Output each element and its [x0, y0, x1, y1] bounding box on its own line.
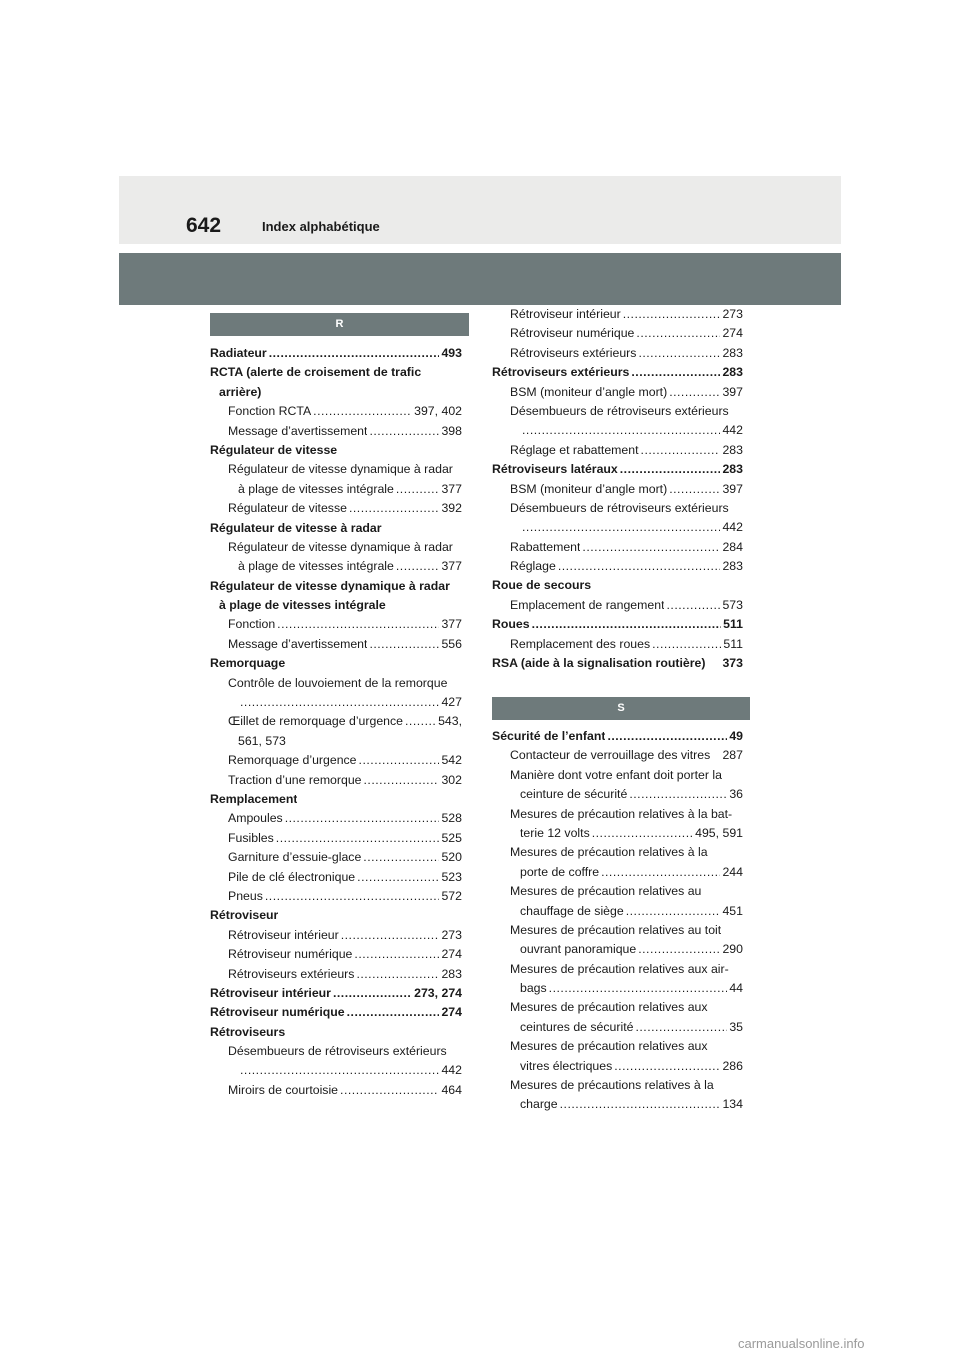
index-entry — [492, 383, 743, 402]
index-entry-text: Mesures de précaution relatives aux — [510, 1039, 708, 1054]
index-entry — [492, 324, 743, 343]
index-entry — [210, 868, 462, 887]
index-entry-text: à plage de vitesses intégrale — [238, 559, 394, 574]
page-reference: 44 — [729, 981, 743, 996]
index-entry-text: RCTA (alerte de croisement de trafic — [210, 365, 422, 380]
page-reference: 283 — [722, 442, 743, 457]
index-entry — [210, 1003, 462, 1022]
leader-dots — [629, 785, 727, 804]
page-reference: 377 — [441, 617, 462, 632]
index-entry — [492, 824, 743, 843]
leader-dots — [277, 615, 439, 634]
index-entry — [210, 402, 462, 421]
watermark: carmanualsonline.info — [738, 1336, 865, 1351]
index-entry-text: ceintures de sécurité — [520, 1019, 634, 1034]
page-reference: 284 — [722, 539, 743, 554]
page-reference: 273 — [441, 927, 462, 942]
index-entry — [210, 945, 462, 964]
index-entry — [492, 1076, 743, 1095]
index-entry — [210, 926, 462, 945]
index-entry — [210, 519, 462, 538]
page-reference: 373 — [722, 656, 743, 671]
leader-dots — [638, 940, 720, 959]
index-entry — [492, 882, 743, 901]
leader-dots — [347, 1003, 440, 1022]
index-entry-text: BSM (moniteur d’angle mort) — [510, 481, 668, 496]
leader-dots — [549, 979, 728, 998]
page-reference: 397 — [722, 384, 743, 399]
leader-dots — [623, 305, 721, 324]
index-entry — [210, 965, 462, 984]
index-entry-text: Réglage — [510, 559, 556, 574]
leader-dots — [614, 1057, 720, 1076]
leader-dots — [349, 499, 440, 518]
page-reference: 35 — [729, 1019, 743, 1034]
page-reference: 134 — [722, 1097, 743, 1112]
index-entry-text: bags — [520, 981, 547, 996]
index-entry-text: Rétroviseurs — [210, 1024, 286, 1039]
page-number: 642 — [186, 214, 222, 237]
index-entry — [492, 363, 743, 382]
index-entry-text: Mesures de précautions relatives à la — [510, 1078, 714, 1093]
leader-dots — [522, 421, 720, 440]
index-entry — [210, 480, 462, 499]
page-reference: 273 — [722, 307, 743, 321]
index-entry — [210, 887, 462, 906]
index-entry-text: Ampoules — [228, 811, 283, 826]
leader-dots — [396, 480, 440, 499]
page-reference: 283 — [722, 365, 743, 380]
index-entry-text: à plage de vitesses intégrale — [219, 598, 386, 613]
index-entry — [210, 1081, 462, 1100]
page-reference: 398 — [441, 423, 462, 438]
page-reference: 377 — [441, 559, 462, 574]
index-entry — [210, 654, 462, 673]
leader-dots — [601, 863, 720, 882]
page-reference: 286 — [722, 1058, 743, 1073]
index-entry-text: Sécurité de l’enfant — [492, 729, 606, 743]
page-reference: 464 — [441, 1082, 462, 1097]
index-entry — [492, 557, 743, 576]
page-reference: 442 — [722, 423, 743, 438]
index-entry-text: Emplacement de rangement — [510, 597, 665, 612]
index-entry-text: Mesures de précaution relatives à la bat- — [510, 806, 733, 821]
index-entry-text: Rabattement — [510, 539, 581, 554]
index-entry — [492, 1037, 743, 1056]
index-entry-text: Roue de secours — [492, 578, 592, 593]
index-entry — [492, 979, 743, 998]
page-reference: 244 — [722, 864, 743, 879]
index-entry-text: Mesures de précaution relatives au toit — [510, 922, 722, 937]
index-entry — [210, 538, 462, 557]
index-entry-text: Remorquage d’urgence — [228, 753, 357, 768]
leader-dots — [240, 1061, 439, 1080]
index-entry — [210, 422, 462, 441]
index-entry — [492, 654, 743, 673]
index-entry-text: Fusibles — [228, 830, 274, 845]
index-entry-text: Rétroviseurs extérieurs — [228, 966, 355, 981]
index-entry — [492, 960, 743, 979]
page-reference: 283 — [722, 462, 743, 477]
leader-dots — [666, 596, 720, 615]
index-entry-text: Pneus — [228, 888, 263, 903]
letter-bar-s: S — [492, 697, 750, 720]
leader-dots — [285, 809, 440, 828]
page-reference: 377 — [441, 481, 462, 496]
page-reference: 442 — [441, 1063, 462, 1078]
leader-dots — [669, 480, 720, 499]
index-entry-text: Réglage et rabattement — [510, 442, 639, 457]
index-entry — [492, 843, 743, 862]
index-entry-text: ceinture de sécurité — [520, 787, 628, 802]
index-entry-text: Contrôle de louvoiement de la remorque — [228, 675, 448, 690]
page-reference: 283 — [722, 559, 743, 574]
page-reference: 283 — [722, 345, 743, 360]
leader-dots — [620, 460, 721, 479]
leader-dots — [607, 727, 727, 746]
index-entry — [492, 344, 743, 363]
index-entry-text: Message d’avertissement — [228, 636, 368, 651]
index-entry — [210, 790, 462, 809]
page-reference: 36 — [729, 787, 743, 802]
index-entry-text: Manière dont votre enfant doit porter la — [510, 767, 722, 782]
index-entry-text: Régulateur de vitesse — [210, 442, 338, 457]
leader-dots — [369, 422, 439, 441]
index-entry — [492, 402, 743, 421]
index-entry-text: porte de coffre — [520, 864, 600, 879]
index-entry — [210, 1042, 462, 1061]
leader-dots — [558, 557, 721, 576]
index-entry-text: Fonction RCTA — [228, 404, 312, 419]
leader-dots — [396, 557, 440, 576]
page-reference: 451 — [722, 903, 743, 918]
index-entry-text: Désembueurs de rétroviseurs extérieurs — [228, 1044, 447, 1059]
index-entry — [210, 557, 462, 576]
index-entry-text: 561, 573 — [238, 733, 286, 748]
index-entry — [492, 499, 743, 518]
index-entry — [210, 848, 462, 867]
leader-dots — [669, 383, 720, 402]
page-reference: 274 — [722, 326, 743, 341]
leader-dots — [357, 868, 439, 887]
index-column-right-s — [492, 727, 743, 1115]
page-reference: 274 — [441, 1005, 462, 1020]
page-reference: 542 — [441, 753, 462, 768]
leader-dots — [341, 926, 440, 945]
leader-dots — [592, 824, 693, 843]
index-entry — [492, 421, 743, 440]
index-entry-text: Pile de clé électronique — [228, 869, 356, 884]
index-entry — [210, 771, 462, 790]
index-entry — [210, 809, 462, 828]
index-entry — [210, 829, 462, 848]
index-entry — [210, 383, 462, 402]
page-reference: 49 — [729, 729, 743, 743]
index-entry-text: Message d’avertissement — [228, 423, 368, 438]
index-entry — [492, 305, 743, 324]
leader-dots — [369, 635, 439, 654]
leader-dots — [340, 1081, 439, 1100]
leader-dots — [405, 712, 436, 731]
index-entry — [492, 480, 743, 499]
page-reference: 520 — [441, 850, 462, 865]
index-entry — [492, 805, 743, 824]
index-entry — [210, 596, 462, 615]
leader-dots — [269, 344, 440, 363]
index-entry — [210, 363, 462, 382]
page-reference: 274 — [441, 947, 462, 962]
page-reference: 525 — [441, 830, 462, 845]
index-entry — [492, 1095, 743, 1114]
index-entry-text: Remplacement — [210, 791, 298, 806]
leader-dots — [359, 751, 440, 770]
index-entry-text: Mesures de précaution relatives à la — [510, 845, 708, 860]
index-entry — [210, 460, 462, 479]
index-entry-text: Mesures de précaution relatives aux — [510, 1000, 708, 1015]
index-entry-text: arrière) — [219, 384, 262, 399]
index-entry-text: Mesures de précaution relatives aux air- — [510, 961, 729, 976]
index-entry-text: Désembueurs de rétroviseurs extérieurs — [510, 403, 729, 418]
index-entry-text: RSA (aide à la signalisation routière) — [492, 656, 706, 671]
leader-dots — [582, 538, 720, 557]
leader-dots — [522, 518, 720, 537]
index-entry-text: BSM (moniteur d’angle mort) — [510, 384, 668, 399]
page-reference: 573 — [722, 597, 743, 612]
index-entry-text: charge — [520, 1097, 558, 1112]
index-entry — [492, 460, 743, 479]
leader-dots — [636, 324, 720, 343]
index-entry-text: Fonction — [228, 617, 276, 632]
index-entry — [210, 732, 462, 751]
index-entry — [210, 984, 462, 1003]
index-entry-text: Régulateur de vitesse dynamique à radar — [228, 462, 453, 477]
index-entry-text: à plage de vitesses intégrale — [238, 481, 394, 496]
leader-dots — [354, 945, 439, 964]
index-entry-text: Remplacement des roues — [510, 636, 651, 651]
leader-dots — [626, 902, 721, 921]
leader-dots — [560, 1095, 721, 1114]
index-entry-text: Contacteur de verrouillage des vitres — [510, 748, 711, 763]
index-entry — [492, 998, 743, 1017]
index-entry — [210, 712, 462, 731]
page-reference: 397 — [722, 481, 743, 496]
index-entry — [492, 785, 743, 804]
leader-dots — [631, 363, 720, 382]
index-entry — [492, 1057, 743, 1076]
index-entry — [492, 766, 743, 785]
chapter-band — [119, 253, 841, 305]
page-reference: 493 — [441, 346, 462, 360]
header-band — [119, 176, 841, 244]
leader-dots — [313, 402, 412, 421]
index-entry-text: Garniture d’essuie-glace — [228, 850, 362, 865]
index-entry-text: Rétroviseurs extérieurs — [510, 345, 637, 360]
index-entry-text: Rétroviseurs latéraux — [492, 462, 618, 477]
letter-bar-r: R — [210, 313, 469, 336]
page-reference: 392 — [441, 501, 462, 516]
index-entry-text: vitres électriques — [520, 1058, 613, 1073]
index-entry — [492, 940, 743, 959]
page-reference: 427 — [441, 695, 462, 710]
leader-dots — [652, 635, 721, 654]
index-entry-text: Remorquage — [210, 656, 286, 671]
index-entry — [210, 577, 462, 596]
index-entry — [210, 635, 462, 654]
index-entry-text: Rétroviseur — [210, 908, 279, 923]
index-entry-text: chauffage de siège — [520, 903, 624, 918]
leader-dots — [276, 829, 440, 848]
index-entry — [492, 1018, 743, 1037]
index-entry-text: Traction d’une remorque — [228, 772, 362, 787]
index-column-left — [210, 344, 462, 1100]
index-entry-text: Rétroviseur intérieur — [510, 307, 621, 321]
index-entry-text: Rétroviseur numérique — [510, 326, 635, 341]
index-column-right-r — [492, 305, 743, 673]
index-entry-text: Rétroviseur intérieur — [228, 927, 339, 942]
leader-dots — [265, 887, 440, 906]
section-title: Index alphabétique — [262, 219, 380, 234]
index-entry — [210, 906, 462, 925]
page-reference: 523 — [441, 869, 462, 884]
page-reference: 397, 402 — [414, 404, 462, 419]
page-reference: 528 — [441, 811, 462, 826]
index-entry-text: Rétroviseur numérique — [228, 947, 353, 962]
index-entry — [492, 538, 743, 557]
index-entry-text: Désembueurs de rétroviseurs extérieurs — [510, 500, 729, 515]
index-entry — [492, 863, 743, 882]
index-entry — [492, 727, 743, 746]
page-reference: 543, — [438, 714, 462, 729]
index-entry-text: Régulateur de vitesse dynamique à radar — [210, 578, 450, 593]
page-reference: 511 — [723, 636, 743, 651]
index-entry-text: Miroirs de courtoisie — [228, 1082, 339, 1097]
page-reference: 572 — [441, 888, 462, 903]
index-entry — [210, 751, 462, 770]
index-entry — [210, 674, 462, 693]
page-reference: 290 — [722, 942, 743, 957]
index-entry-text: ouvrant panoramique — [520, 942, 637, 957]
page-reference: 442 — [722, 520, 743, 535]
index-entry — [492, 615, 743, 634]
leader-dots — [532, 615, 722, 634]
page-reference: 495, 591 — [695, 825, 743, 840]
index-entry — [492, 596, 743, 615]
index-entry — [210, 441, 462, 460]
leader-dots — [364, 771, 440, 790]
leader-dots — [635, 1018, 727, 1037]
index-entry-text: Rétroviseurs extérieurs — [492, 365, 630, 380]
index-entry — [492, 902, 743, 921]
index-entry-text: Régulateur de vitesse à radar — [210, 520, 382, 535]
index-entry — [210, 693, 462, 712]
index-entry-text: Mesures de précaution relatives au — [510, 884, 702, 899]
index-entry-text: Œillet de remorquage d’urgence — [228, 714, 403, 729]
page-reference: 287 — [722, 748, 743, 763]
index-entry — [492, 746, 743, 765]
page-reference: 283 — [441, 966, 462, 981]
page-reference: 511 — [723, 617, 743, 632]
leader-dots — [363, 848, 439, 867]
leader-dots — [638, 344, 720, 363]
page-reference: 302 — [441, 772, 462, 787]
index-entry — [492, 921, 743, 940]
page-reference: 556 — [441, 636, 462, 651]
index-entry-text: Régulateur de vitesse dynamique à radar — [228, 539, 453, 554]
leader-dots — [356, 965, 439, 984]
index-entry-text: Roues — [492, 617, 530, 632]
index-entry — [492, 576, 743, 595]
index-entry — [492, 441, 743, 460]
index-entry — [492, 635, 743, 654]
leader-dots — [240, 693, 439, 712]
index-entry-text: Rétroviseur intérieur — [210, 985, 331, 1000]
leader-dots — [333, 984, 412, 1003]
index-entry — [210, 1061, 462, 1080]
leader-dots — [641, 441, 721, 460]
index-entry — [210, 1023, 462, 1042]
index-entry-text: Radiateur — [210, 346, 267, 360]
index-entry — [210, 615, 462, 634]
index-entry-text: Régulateur de vitesse — [228, 501, 347, 516]
index-entry-text: terie 12 volts — [520, 825, 590, 840]
index-entry — [210, 344, 462, 363]
index-entry — [210, 499, 462, 518]
index-entry-text: Rétroviseur numérique — [210, 1005, 345, 1020]
page-reference: 273, 274 — [414, 985, 462, 1000]
index-entry — [492, 518, 743, 537]
